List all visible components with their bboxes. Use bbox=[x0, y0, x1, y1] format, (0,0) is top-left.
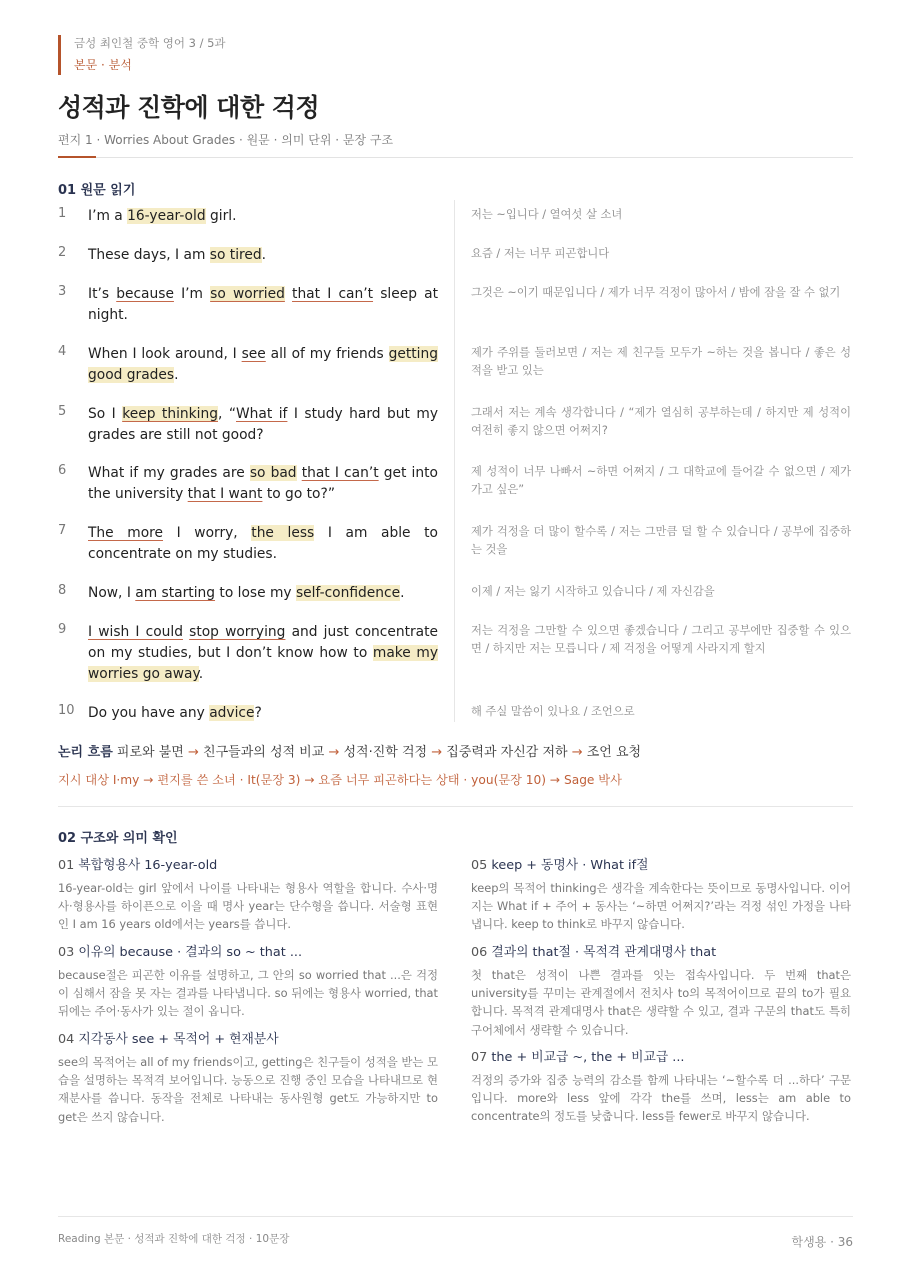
flow-item: 성적·진학 걱정 bbox=[343, 745, 428, 760]
header-divider bbox=[58, 157, 853, 158]
sentence-text: sleep at night. bbox=[88, 286, 438, 323]
sentence-number: 8 bbox=[58, 583, 67, 598]
sentence-korean: 이제 / 저는 잃기 시작하고 있습니다 / 제 자신감을 bbox=[471, 585, 715, 598]
key-phrase: because bbox=[116, 286, 174, 302]
sentence-korean: 저는 걱정을 그만할 수 있으면 좋겠습니다 / 그리고 공부에만 집중할 수 있으면 / 하지만 저는 모릅니다 / 제 걱정을 어떻게 사라지게 할지 bbox=[471, 624, 851, 655]
sentence-korean: 요즘 / 저는 너무 피곤합니다 bbox=[471, 247, 610, 260]
sentence-text: and just concentrate on my studies, but I don’t know how to bbox=[88, 624, 439, 661]
sentence-number: 2 bbox=[58, 245, 67, 260]
sentence-text: I’m bbox=[173, 286, 211, 302]
note-title bbox=[471, 941, 851, 960]
key-phrase: that I can’t bbox=[301, 465, 379, 481]
sentence-text: to go to?” bbox=[262, 486, 335, 502]
footer-page-number: 학생용 · 36 bbox=[791, 1235, 853, 1249]
key-phrase: What if bbox=[236, 406, 288, 422]
flow-item: Sage 박사 bbox=[563, 773, 622, 787]
arrow-icon: → bbox=[139, 773, 158, 787]
sentence-korean: 해 주실 말씀이 있나요 / 조언으로 bbox=[471, 705, 635, 718]
section-label: 본문 · 분석 bbox=[74, 58, 132, 72]
sentence-text: girl. bbox=[205, 208, 237, 224]
flow-item: 조언 요청 bbox=[586, 745, 642, 760]
sentence-text: . bbox=[400, 585, 405, 601]
key-phrase: make my worries go away bbox=[88, 645, 438, 682]
sentence-text: So I bbox=[88, 406, 123, 422]
note-title bbox=[58, 941, 438, 960]
key-phrase: stop worrying bbox=[189, 624, 286, 640]
key-phrase: so tired bbox=[209, 247, 262, 263]
footer-divider bbox=[58, 1216, 853, 1217]
arrow-icon: → bbox=[546, 773, 564, 787]
sentence-korean: 제가 주위를 둘러보면 / 저는 제 친구들 모두가 ~하는 것을 봅니다 / 좋은 성적을 받고 있는 bbox=[471, 346, 851, 377]
sentence-korean: 그래서 저는 계속 생각합니다 / “제가 열심히 공부하는데 / 하지만 제 성적이 여전히 좋지 않으면 어쩌지? bbox=[471, 406, 851, 437]
sentence-number: 5 bbox=[58, 404, 67, 419]
sentence-english bbox=[88, 463, 438, 505]
key-phrase: see bbox=[241, 346, 266, 362]
note-title-text: 이유의 because · 결과의 so ~ that ... bbox=[78, 945, 303, 960]
note-number: 01 bbox=[58, 858, 75, 873]
note-01 bbox=[58, 854, 438, 934]
structure-heading: 02 구조와 의미 확인 bbox=[58, 831, 178, 846]
sentence-number: 3 bbox=[58, 284, 67, 299]
logic-flow bbox=[58, 741, 641, 760]
sentence-english bbox=[88, 583, 438, 604]
note-number: 04 bbox=[58, 1032, 75, 1047]
sentence-text: I am able to concentrate on my studies. bbox=[88, 525, 438, 562]
sentence-text: I worry, bbox=[163, 525, 252, 541]
key-phrase: that I want bbox=[187, 486, 263, 502]
sentence-english bbox=[88, 523, 438, 565]
note-title bbox=[471, 1046, 851, 1065]
sentence-english bbox=[88, 622, 438, 685]
sentence-korean: 그것은 ~이기 때문입니다 / 제가 너무 걱정이 많아서 / 밤에 잠을 잘 수 없기 bbox=[471, 286, 841, 299]
note-body: 첫 that은 성적이 나쁜 결과를 잇는 접속사입니다. 두 번째 that은 university를 꾸미는 관계절에서 전치사 to의 목적어이므로 끝의 to가 필요합니다. 목적격 관계대명사 that은 생략할 수 있고, 결과 구문의 that도 특히 구어체에서 생략할 수 있습니다. bbox=[471, 968, 851, 1037]
flow-item: 친구들과의 성적 비교 bbox=[203, 745, 325, 760]
sentence-korean: 제 성적이 너무 나빠서 ~하면 어쩌지 / 그 대학교에 들어갈 수 없으면 / 제가 가고 싶은” bbox=[471, 465, 851, 496]
sentence-number: 4 bbox=[58, 344, 67, 359]
note-title-text: the + 비교급 ~, the + 비교급 ... bbox=[491, 1050, 685, 1065]
sentence-text: These days, I am bbox=[88, 247, 210, 263]
note-05 bbox=[471, 854, 851, 934]
key-phrase: the less bbox=[251, 525, 315, 541]
key-phrase: advice bbox=[209, 705, 255, 721]
key-phrase: so worried bbox=[210, 286, 285, 302]
sentence-number: 9 bbox=[58, 622, 67, 637]
flow-item: 집중력과 자신감 저하 bbox=[446, 745, 568, 760]
key-phrase: keep thinking bbox=[122, 406, 218, 422]
sentence-text: get into the university bbox=[88, 465, 438, 502]
page-subtitle: 편지 1 · Worries About Grades · 원문 · 의미 단위 · 문장 구조 bbox=[58, 133, 394, 147]
sentence-text: I study hard but my grades are still not good? bbox=[88, 406, 439, 443]
note-body: see의 목적어는 all of my friends이고, getting은 친구들이 성적을 받는 모습을 설명하는 목적격 보어입니다. 능동으로 진행 중인 모습을 나타내므로 현재분사를 씁니다. 동작을 전체로 나타내는 동사원형 get도 가능하지만 to get은 쓰지 않습니다. bbox=[58, 1055, 438, 1124]
sentence-text: I’m a bbox=[88, 208, 128, 224]
sentence-text: Now, I bbox=[88, 585, 136, 601]
sentence-text: . bbox=[174, 367, 179, 383]
flow-item: 피로와 불면 bbox=[116, 745, 184, 760]
sentence-english bbox=[88, 206, 438, 227]
sentence-english bbox=[88, 344, 438, 386]
column-divider bbox=[454, 200, 455, 722]
key-phrase: I wish I could bbox=[88, 624, 183, 640]
sentence-text: , “ bbox=[217, 406, 236, 422]
reference-line bbox=[58, 771, 622, 788]
arrow-icon: → bbox=[300, 773, 319, 787]
note-title bbox=[58, 854, 438, 873]
flow-item: 편지를 쓴 소녀 · It(문장 3) bbox=[157, 773, 301, 787]
note-07 bbox=[471, 1046, 851, 1126]
sentence-korean: 저는 ~입니다 / 열여섯 살 소녀 bbox=[471, 208, 623, 221]
sentence-korean: 제가 걱정을 더 많이 할수록 / 저는 그만큼 덜 할 수 있습니다 / 공부에 집중하는 것을 bbox=[471, 525, 851, 556]
flow-item: 지시 대상 I·my bbox=[58, 773, 140, 787]
sentence-number: 6 bbox=[58, 463, 67, 478]
sentence-english bbox=[88, 245, 438, 266]
worksheet-page bbox=[58, 0, 853, 1287]
note-title-text: 결과의 that절 · 목적격 관계대명사 that bbox=[491, 945, 717, 960]
sentence-english bbox=[88, 284, 438, 326]
arrow-icon: → bbox=[183, 745, 204, 760]
key-phrase: so bad bbox=[249, 465, 297, 481]
key-phrase: The more bbox=[88, 525, 164, 541]
sentence-text bbox=[285, 286, 292, 302]
note-number: 07 bbox=[471, 1050, 488, 1065]
sentence-text: to lose my bbox=[215, 585, 296, 601]
note-body: keep의 목적어 thinking은 생각을 계속한다는 뜻이므로 동명사입니다. 이어지는 What if + 주어 + 동사는 ‘~하면 어쩌지?’라는 걱정 섞인 가정을 나타냅니다. keep to think로 바꾸지 않습니다. bbox=[471, 881, 851, 932]
note-title bbox=[471, 854, 851, 873]
reading-heading: 01 원문 읽기 bbox=[58, 183, 136, 198]
arrow-icon: → bbox=[427, 745, 447, 760]
sentence-text: Do you have any bbox=[88, 705, 210, 721]
arrow-icon: → bbox=[567, 745, 587, 760]
header-accent-bar bbox=[58, 35, 61, 75]
header-divider-accent bbox=[58, 156, 96, 158]
note-04 bbox=[58, 1028, 438, 1126]
sentence-text: . bbox=[198, 666, 204, 682]
sentence-english bbox=[88, 703, 438, 724]
note-body: because절은 피곤한 이유를 설명하고, 그 안의 so worried that ...은 걱정이 심해서 잠을 못 자는 결과를 나타냅니다. so 뒤에는 형용사 worried, that 뒤에는 주어·동사가 있는 절이 옵니다. bbox=[58, 968, 438, 1019]
note-03 bbox=[58, 941, 438, 1021]
page-title: 성적과 진학에 대한 걱정 bbox=[58, 93, 320, 122]
sentence-number: 10 bbox=[58, 703, 75, 718]
sentence-text: ? bbox=[254, 705, 262, 721]
note-body: 걱정의 증가와 집중 능력의 감소를 함께 나타내는 ‘~할수록 더 ...하다’ 구문입니다. more와 less 앞에 각각 the를 쓰며, less는 am able to concentrate의 정도를 낮춥니다. less를 fewer로 바꾸지 않습니다. bbox=[471, 1073, 851, 1124]
sentence-text: What if my grades are bbox=[88, 465, 250, 481]
note-title-text: 지각동사 see + 목적어 + 현재분사 bbox=[78, 1032, 279, 1047]
section-divider bbox=[58, 806, 853, 807]
note-number: 03 bbox=[58, 945, 75, 960]
key-phrase: getting good grades bbox=[88, 346, 438, 383]
note-number: 05 bbox=[471, 858, 488, 873]
sentence-text: . bbox=[261, 247, 267, 263]
footer-left: Reading 본문 · 성적과 진학에 대한 걱정 · 10문장 bbox=[58, 1233, 290, 1245]
key-phrase: that I can’t bbox=[292, 286, 374, 302]
sentence-english bbox=[88, 404, 438, 446]
sentence-text: all of my friends bbox=[265, 346, 389, 362]
key-phrase: 16-year-old bbox=[127, 208, 206, 224]
note-title bbox=[58, 1028, 438, 1047]
note-title-text: keep + 동명사 · What if절 bbox=[491, 858, 649, 873]
note-number: 06 bbox=[471, 945, 488, 960]
note-title-text: 복합형용사 16-year-old bbox=[78, 858, 218, 873]
book-label: 금성 최인철 중학 영어 3 / 5과 bbox=[74, 36, 226, 50]
note-body: 16-year-old는 girl 앞에서 나이를 나타내는 형용사 역할을 합니다. 수사·명사·형용사를 하이픈으로 이을 때 명사 year는 단수형을 씁니다. 서술형 표현인 I am 16 years old에서는 years를 씁니다. bbox=[58, 881, 438, 932]
flow-item: 요즘 너무 피곤하다는 상태 · you(문장 10) bbox=[318, 773, 547, 787]
sentence-number: 7 bbox=[58, 523, 67, 538]
key-phrase: self-confidence bbox=[295, 585, 401, 601]
key-phrase: am starting bbox=[135, 585, 216, 601]
sentence-text: It’s bbox=[88, 286, 117, 302]
sentence-text: When I look around, I bbox=[88, 346, 242, 362]
sentence-number: 1 bbox=[58, 206, 67, 221]
note-06 bbox=[471, 941, 851, 1039]
logic-flow-label: 논리 흐름 bbox=[58, 745, 113, 760]
arrow-icon: → bbox=[324, 745, 344, 760]
logic-flow-items bbox=[117, 745, 641, 760]
